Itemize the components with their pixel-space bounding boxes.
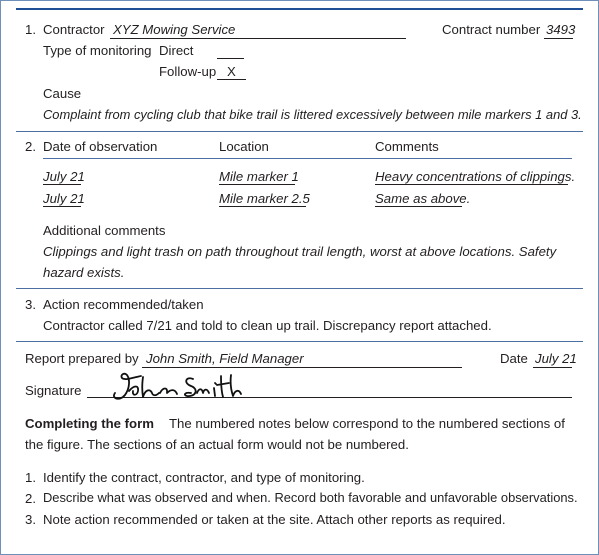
followup-line xyxy=(217,79,246,80)
cause-value: Complaint from cycling club that bike trail is littered excessively between mile markers 1 and 3. xyxy=(43,107,582,122)
row-1-location: Mile marker 1 xyxy=(219,169,299,184)
action-label: Action recommended/taken xyxy=(43,297,204,312)
signature-label: Signature xyxy=(25,383,82,398)
note-1-text: Identify the contract, contractor, and type of monitoring. xyxy=(43,470,365,485)
row-1-comments: Heavy concentrations of clippings. xyxy=(375,169,576,184)
row-2-comments-line xyxy=(375,206,462,207)
cause-label: Cause xyxy=(43,86,82,101)
prepared-by-line xyxy=(142,367,462,368)
date-column-header: Date of observation xyxy=(43,139,158,154)
section-3-number: 3. xyxy=(25,297,36,312)
direct-line xyxy=(217,58,244,59)
contractor-line xyxy=(110,38,406,39)
note-3-number: 3. xyxy=(25,512,36,527)
section-2-number: 2. xyxy=(25,139,36,154)
followup-label: Follow-up xyxy=(159,64,217,79)
handwritten-signature xyxy=(105,371,245,405)
prepared-by-value: John Smith, Field Manager xyxy=(146,351,304,366)
contractor-value: XYZ Mowing Service xyxy=(113,22,236,37)
contract-number-line xyxy=(544,38,573,39)
row-2-comments: Same as above. xyxy=(375,191,471,206)
row-1-date-line xyxy=(43,184,81,185)
date-value: July 21 xyxy=(535,351,577,366)
section-2-divider xyxy=(16,288,583,289)
note-2-number: 2. xyxy=(25,491,36,506)
contractor-label: Contractor xyxy=(43,22,105,37)
contract-number-label: Contract number xyxy=(442,22,541,37)
notes-intro-line-1: The numbered notes below correspond to the numbered sections of xyxy=(169,416,565,431)
note-1-number: 1. xyxy=(25,470,36,485)
date-label: Date xyxy=(500,351,528,366)
note-3-text: Note action recommended or taken at the site. Attach other reports as required. xyxy=(43,512,506,527)
comments-column-header: Comments xyxy=(375,139,439,154)
row-1-location-line xyxy=(219,184,295,185)
date-line xyxy=(533,367,572,368)
section-3-divider xyxy=(16,341,583,342)
direct-label: Direct xyxy=(159,43,194,58)
notes-intro-line-2: the figure. The sections of an actual form would not be numbered. xyxy=(25,437,409,452)
top-rule xyxy=(16,8,583,10)
additional-comments-line-2: hazard exists. xyxy=(43,265,125,280)
note-2-text: Describe what was observed and when. Record both favorable and unfavorable observations. xyxy=(43,490,578,505)
prepared-by-label: Report prepared by xyxy=(25,351,139,366)
row-1-date: July 21 xyxy=(43,169,85,184)
row-1-comments-line xyxy=(375,184,568,185)
row-2-date: July 21 xyxy=(43,191,85,206)
row-2-date-line xyxy=(43,206,81,207)
section-1-number: 1. xyxy=(25,22,36,37)
row-2-location: Mile marker 2.5 xyxy=(219,191,310,206)
monitoring-type-label: Type of monitoring xyxy=(43,43,152,58)
location-column-header: Location xyxy=(219,139,269,154)
contract-number-value: 3493 xyxy=(546,22,576,37)
column-header-rule xyxy=(43,158,572,159)
notes-heading: Completing the form xyxy=(25,416,154,431)
additional-comments-label: Additional comments xyxy=(43,223,166,238)
row-2-location-line xyxy=(219,206,306,207)
action-value: Contractor called 7/21 and told to clean up trail. Discrepancy report attached. xyxy=(43,318,492,333)
additional-comments-line-1: Clippings and light trash on path throughout trail length, worst at above locations. Safety xyxy=(43,244,557,259)
followup-value: X xyxy=(227,64,236,79)
section-1-divider xyxy=(16,131,583,132)
